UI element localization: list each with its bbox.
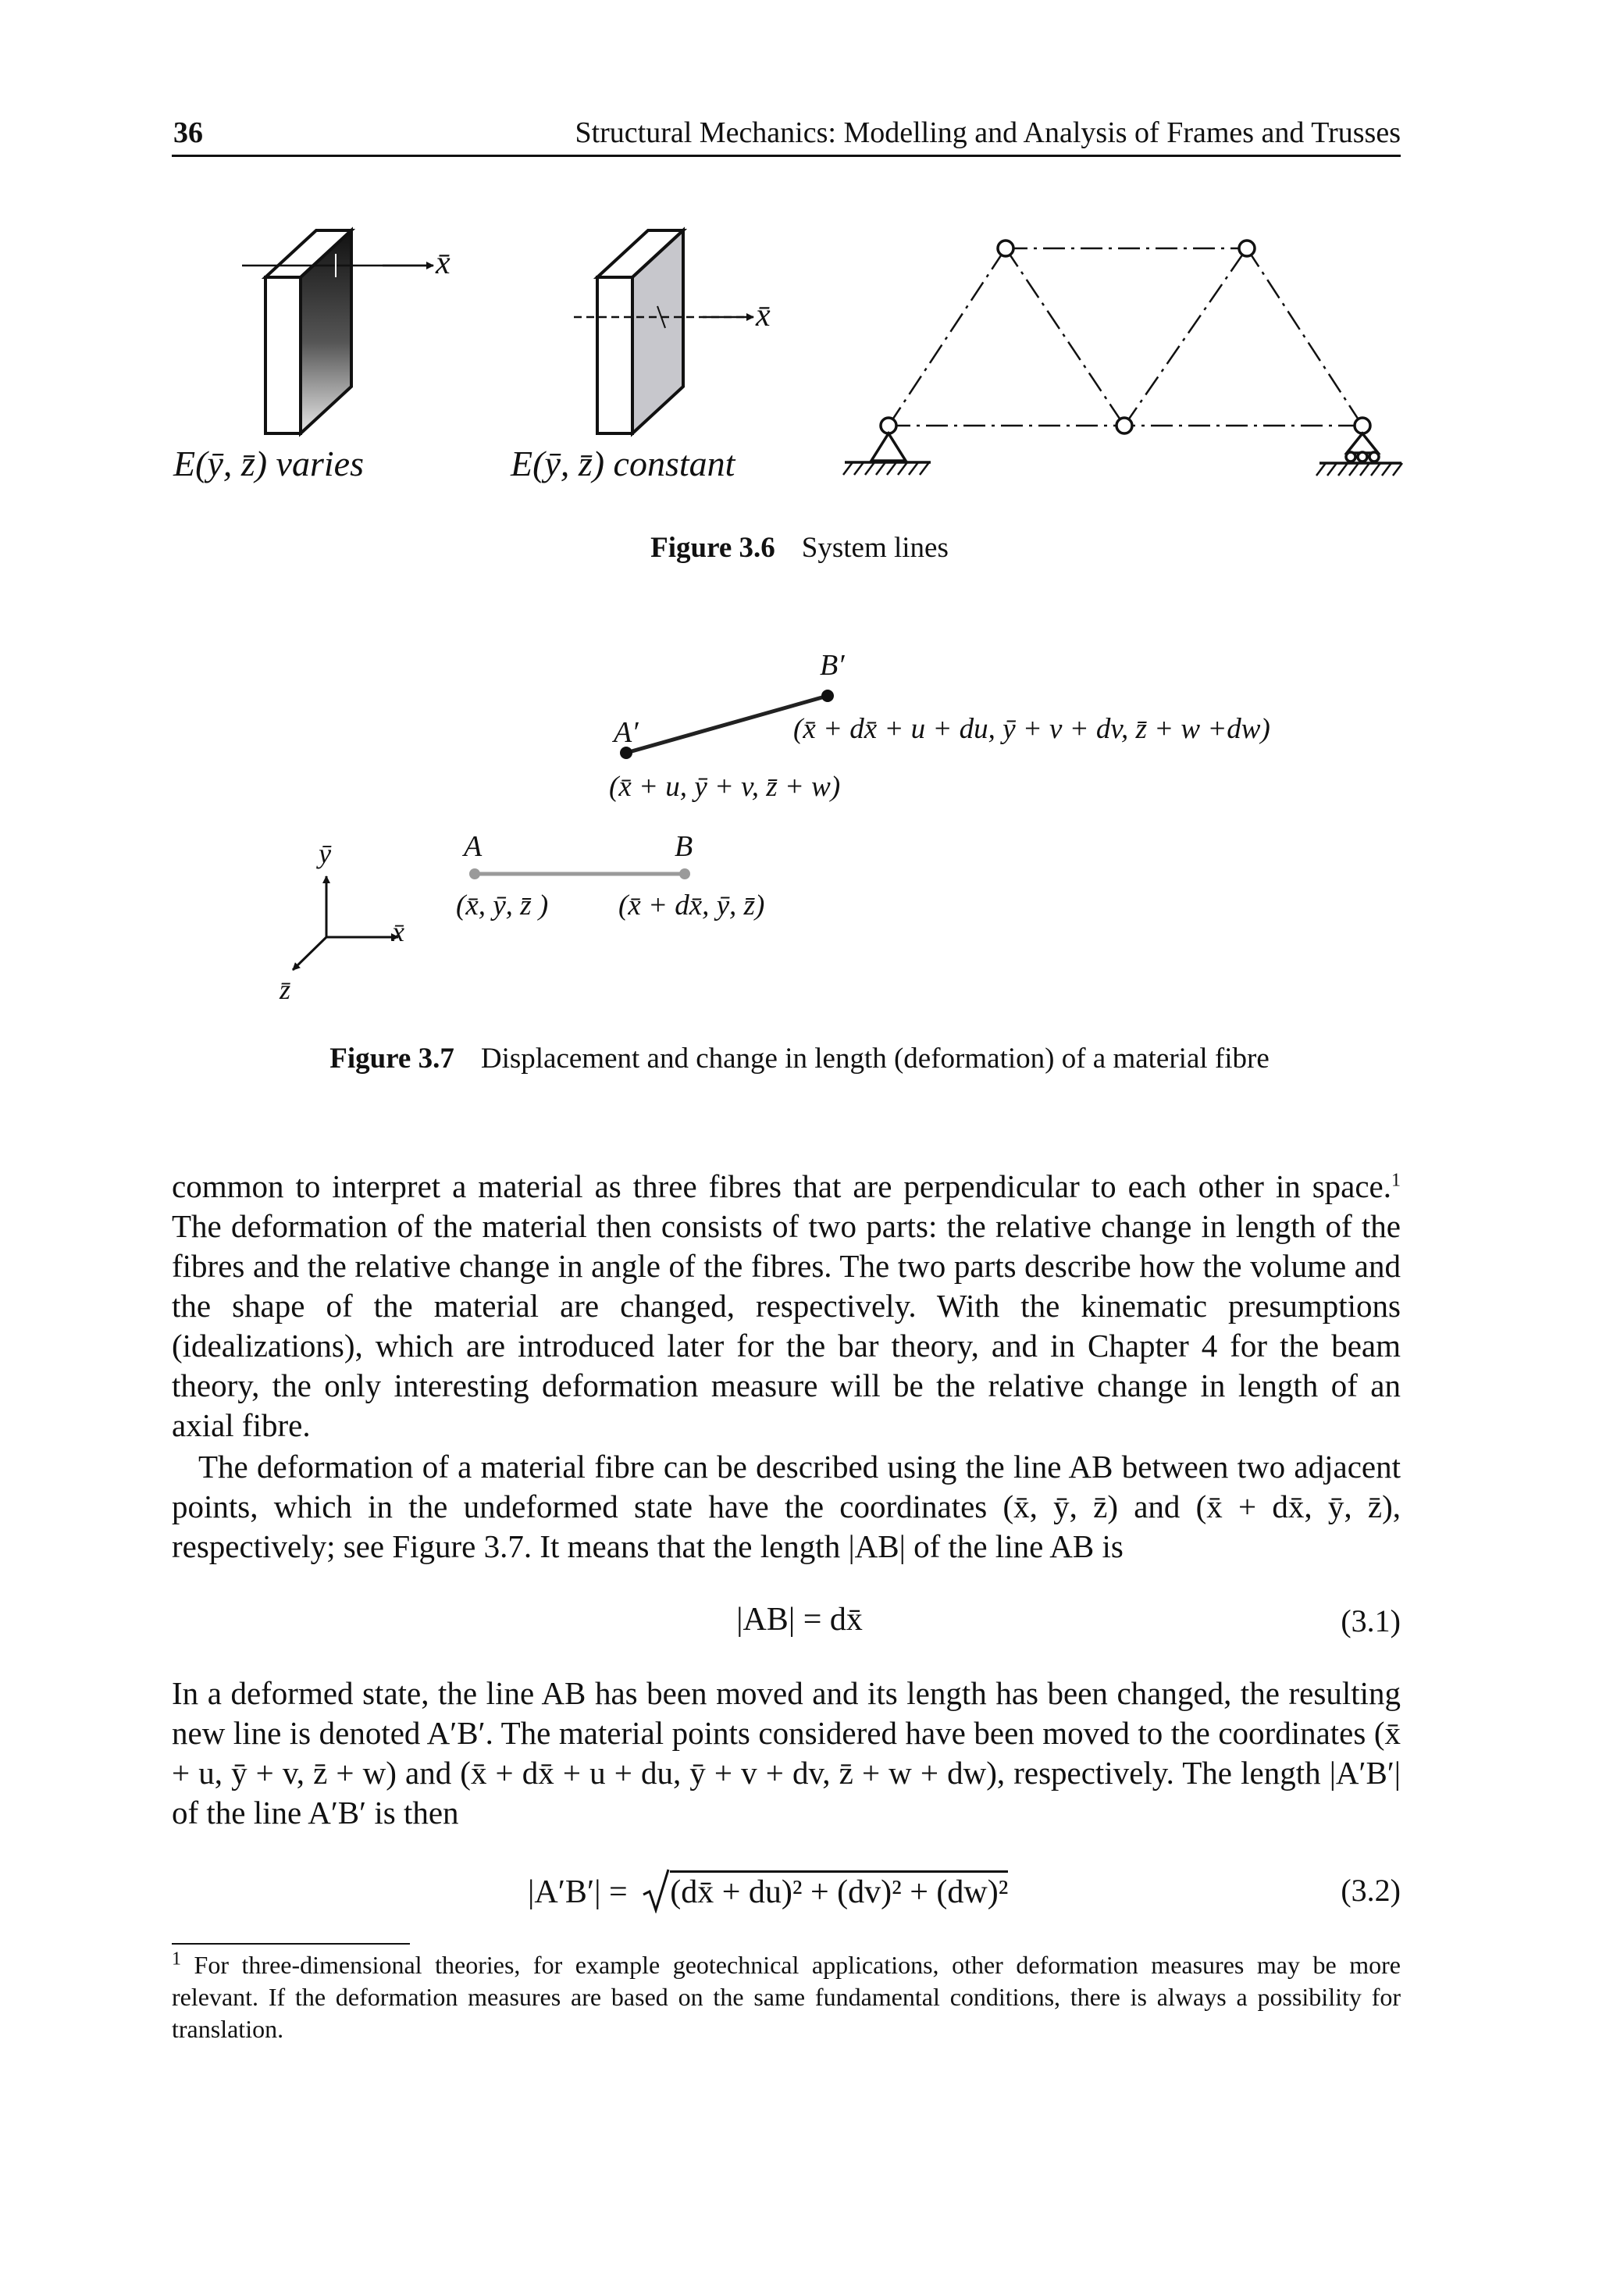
footnote [172, 1949, 1401, 2045]
roller-support [1316, 433, 1402, 476]
plate-varies [242, 230, 433, 433]
axis-label-z: z̄ [280, 974, 291, 1005]
figure-3-7-number: Figure 3.7 [329, 1043, 454, 1075]
para1-first-line: common to interpret a material as three fibres that are perpendicular to each other in space. [172, 1168, 1391, 1204]
equation-3-1: |AB| = dx̄ [736, 1602, 863, 1638]
equation-3-1-number: (3.1) [1341, 1603, 1401, 1638]
plate-constant [574, 230, 753, 433]
footnote-rule [172, 1943, 410, 1945]
para1-rest: The deformation of the material then consists of two parts: the relative change in length of the fibres and the relative change in angle of the fibres. The two parts describe how the volume and the shape of the material are changed, respectively. With the kinematic presumptions (idealizations), which are introduced later for the bar theory, and in Chapter 4 for the beam theory, the only interesting deformation measure will be the relative change in length of an axial fibre. [172, 1208, 1401, 1443]
truss-system-lines [889, 248, 1362, 426]
figure-3-6-caption [0, 531, 1599, 565]
coord-a: (x̄, ȳ, z̄ ) [456, 890, 549, 922]
coordinate-axes [293, 876, 398, 970]
label-a-prime: A′ [614, 716, 639, 749]
coord-b: (x̄ + dx̄, ȳ, z̄) [618, 890, 765, 922]
label-a: A [464, 830, 483, 863]
truss-joints [881, 241, 1370, 433]
axis-label-x: x̄ [392, 916, 404, 947]
label-b: B [675, 830, 693, 863]
footnote-mark: 1 [172, 1948, 181, 1970]
body-paragraph-2: The deformation of a material fibre can be described using the line AB between two adjacent points, which in the undeformed state have the coordinates (x̄, ȳ, z̄) and (x̄ + dx̄, ȳ, z̄), respectively; see Figure 3.7. It means that the length |AB| of the line AB is [172, 1449, 1401, 1564]
coord-b-prime: (x̄ + dx̄ + u + du, ȳ + v + dv, z̄ + w +dw) [793, 713, 1270, 745]
plate-constant-axis-label: x̄ [756, 298, 771, 333]
running-title: Structural Mechanics: Modelling and Analysis of Frames and Trusses [575, 116, 1401, 149]
body-paragraph-1 [172, 1167, 1401, 1446]
label-e-varies: E(ȳ, z̄) varies [173, 444, 364, 483]
figure-3-7-drawing [0, 625, 1599, 1031]
figure-3-7-caption [0, 1042, 1599, 1075]
equation-3-2-lhs: |A′B′| = [528, 1874, 628, 1910]
equation-3-2-radicand: (dx̄ + du)² + (dv)² + (dw)² [670, 1870, 1008, 1910]
plate-varies-axis-label: x̄ [436, 245, 450, 281]
footnote-text: For three-dimensional theories, for example geotechnical applications, other deformation measures may be more relevant. If the deformation measures are based on the same fundamental conditions, there is always a possibility for translation. [172, 1951, 1401, 2043]
undeformed-fibre [469, 868, 690, 879]
equation-3-2 [528, 1868, 1008, 1913]
pinned-support [843, 433, 931, 475]
coord-a-prime: (x̄ + u, ȳ + v, z̄ + w) [609, 771, 841, 803]
figure-3-7-title: Displacement and change in length (deformation) of a material fibre [480, 1043, 1270, 1075]
label-b-prime: B′ [820, 649, 845, 682]
body-paragraph-3: In a deformed state, the line AB has been moved and its length has been changed, the resulting new line is denoted A′B′. The material points considered have been moved to the coordinates (x̄ + u, ȳ + v, z̄ + w) and (x̄ + dx̄ + u + du, ȳ + v + dv, z̄ + w + dw), respectively. The length |A′B′| of the line A′B′ is then [172, 1675, 1401, 1831]
axis-label-y: ȳ [319, 838, 331, 869]
equation-3-2-number: (3.2) [1341, 1873, 1401, 1908]
figure-3-6-number: Figure 3.6 [650, 532, 775, 564]
label-e-constant: E(ȳ, z̄) constant [511, 444, 735, 483]
footnote-reference: 1 [1391, 1170, 1401, 1191]
page-number: 36 [173, 116, 203, 149]
figure-3-6-title: System lines [801, 532, 949, 564]
square-root-sign [642, 1868, 670, 1913]
